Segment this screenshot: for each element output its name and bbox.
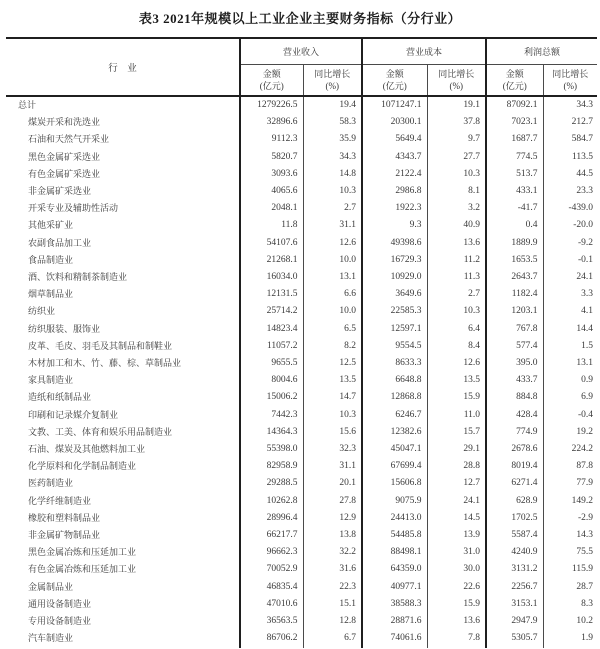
- value-cell: 24413.0: [362, 510, 427, 527]
- value-cell: 8633.3: [362, 355, 427, 372]
- industry-cell: 其他采矿业: [28, 220, 74, 231]
- table-row: [6, 166, 597, 183]
- table-row: [6, 630, 597, 647]
- value-cell: 1203.1: [486, 303, 543, 320]
- value-cell: 6.7: [303, 630, 362, 647]
- table-header: [6, 38, 597, 96]
- value-cell: 44.5: [543, 166, 597, 183]
- table-row: [6, 286, 597, 303]
- subheader-profit-amount: [486, 65, 543, 97]
- value-cell: 12597.1: [362, 321, 427, 338]
- value-cell: 31.1: [303, 217, 362, 234]
- value-cell: 11.3: [427, 269, 486, 286]
- financial-indicators-table: [6, 37, 597, 648]
- value-cell: -0.1: [543, 252, 597, 269]
- table-row: [6, 149, 597, 166]
- industry-cell: 家具制造业: [28, 375, 74, 386]
- value-cell: 13.5: [303, 372, 362, 389]
- value-cell: 38588.3: [362, 596, 427, 613]
- industry-cell: 纺织业: [28, 306, 56, 317]
- industry-cell: 有色金属矿采选业: [28, 168, 101, 179]
- subheader-label: 同比增长: [552, 69, 589, 79]
- value-cell: 74061.6: [362, 630, 427, 647]
- value-cell: 13.5: [427, 372, 486, 389]
- subheader-profit-growth: [543, 65, 597, 97]
- value-cell: 10.3: [427, 303, 486, 320]
- value-cell: 28.8: [427, 458, 486, 475]
- value-cell: 513.7: [486, 166, 543, 183]
- value-cell: 3131.2: [486, 561, 543, 578]
- industry-cell: 农副食品加工业: [28, 237, 92, 248]
- value-cell: 12.6: [427, 355, 486, 372]
- table-row: [6, 475, 597, 492]
- value-cell: 2986.8: [362, 183, 427, 200]
- industry-cell: 橡胶和塑料制品业: [28, 512, 101, 523]
- table-row: [6, 131, 597, 148]
- industry-cell: 金属制品业: [28, 581, 74, 592]
- industry-cell: 食品制造业: [28, 254, 74, 265]
- value-cell: 87.8: [543, 458, 597, 475]
- value-cell: 4.1: [543, 303, 597, 320]
- industry-cell: 开采专业及辅助性活动: [28, 203, 119, 214]
- value-cell: 55398.0: [240, 441, 303, 458]
- value-cell: 884.8: [486, 389, 543, 406]
- value-cell: 0.4: [486, 217, 543, 234]
- subheader-label: 同比增长: [438, 69, 475, 79]
- industry-cell: 文教、工美、体育和娱乐用品制造业: [28, 426, 173, 437]
- value-cell: 77.9: [543, 475, 597, 492]
- value-cell: 16034.0: [240, 269, 303, 286]
- value-cell: 35.9: [303, 131, 362, 148]
- value-cell: 22.3: [303, 579, 362, 596]
- industry-cell: 造纸和纸制品业: [28, 392, 92, 403]
- value-cell: 47010.6: [240, 596, 303, 613]
- table-row: [6, 200, 597, 217]
- value-cell: 5820.7: [240, 149, 303, 166]
- value-cell: 22585.3: [362, 303, 427, 320]
- value-cell: 82958.9: [240, 458, 303, 475]
- value-cell: 36563.5: [240, 613, 303, 630]
- table-row: [6, 527, 597, 544]
- group-header-total-profit: 利润总额: [486, 38, 597, 65]
- value-cell: 14364.3: [240, 424, 303, 441]
- value-cell: 9655.5: [240, 355, 303, 372]
- value-cell: -0.4: [543, 407, 597, 424]
- value-cell: 3093.6: [240, 166, 303, 183]
- value-cell: 774.9: [486, 424, 543, 441]
- subheader-revenue-growth: [303, 65, 362, 97]
- value-cell: -2.9: [543, 510, 597, 527]
- value-cell: 12.6: [303, 235, 362, 252]
- value-cell: 30.0: [427, 561, 486, 578]
- value-cell: 12.7: [427, 475, 486, 492]
- value-cell: 10.3: [427, 166, 486, 183]
- value-cell: 15606.8: [362, 475, 427, 492]
- industry-cell: 石油和天然气开采业: [28, 134, 110, 145]
- industry-cell: 化学原料和化学制品制造业: [28, 461, 137, 472]
- industry-cell: 煤炭开采和洗选业: [28, 117, 101, 128]
- value-cell: 12.8: [303, 613, 362, 630]
- value-cell: 67699.4: [362, 458, 427, 475]
- table-row: [6, 355, 597, 372]
- value-cell: 8.2: [303, 338, 362, 355]
- value-cell: 7.8: [427, 630, 486, 647]
- value-cell: -41.7: [486, 200, 543, 217]
- table-row: [6, 217, 597, 234]
- industry-cell: 非金属矿物制品业: [28, 530, 101, 541]
- value-cell: 8004.6: [240, 372, 303, 389]
- industry-cell: 酒、饮料和精制茶制造业: [28, 272, 128, 283]
- value-cell: 6271.4: [486, 475, 543, 492]
- value-cell: 8.1: [427, 183, 486, 200]
- value-cell: 1889.9: [486, 235, 543, 252]
- value-cell: 6.6: [303, 286, 362, 303]
- value-cell: 1182.4: [486, 286, 543, 303]
- value-cell: 9.7: [427, 131, 486, 148]
- value-cell: 29288.5: [240, 475, 303, 492]
- value-cell: 10.0: [303, 303, 362, 320]
- value-cell: 96662.3: [240, 544, 303, 561]
- industry-cell: 化学纤维制造业: [28, 495, 92, 506]
- value-cell: 19.1: [427, 96, 486, 114]
- value-cell: 66217.7: [240, 527, 303, 544]
- value-cell: 27.8: [303, 493, 362, 510]
- group-header-row: [6, 38, 597, 65]
- value-cell: 75.5: [543, 544, 597, 561]
- value-cell: 20.1: [303, 475, 362, 492]
- value-cell: 34.3: [543, 96, 597, 114]
- value-cell: 14.4: [543, 321, 597, 338]
- value-cell: 4240.9: [486, 544, 543, 561]
- value-cell: 11057.2: [240, 338, 303, 355]
- value-cell: 1071247.1: [362, 96, 427, 114]
- value-cell: 628.9: [486, 493, 543, 510]
- table-row: [6, 269, 597, 286]
- value-cell: 115.9: [543, 561, 597, 578]
- value-cell: 58.3: [303, 114, 362, 131]
- value-cell: 4343.7: [362, 149, 427, 166]
- value-cell: 2256.7: [486, 579, 543, 596]
- subheader-cost-amount: [362, 65, 427, 97]
- value-cell: 13.6: [427, 235, 486, 252]
- value-cell: 767.8: [486, 321, 543, 338]
- value-cell: 2.7: [303, 200, 362, 217]
- subheader-revenue-amount: [240, 65, 303, 97]
- value-cell: 7023.1: [486, 114, 543, 131]
- value-cell: 20300.1: [362, 114, 427, 131]
- value-cell: 11.2: [427, 252, 486, 269]
- value-cell: 13.1: [543, 355, 597, 372]
- value-cell: 3.3: [543, 286, 597, 303]
- table-row: [6, 321, 597, 338]
- value-cell: 54107.6: [240, 235, 303, 252]
- subheader-unit: (%): [563, 81, 578, 91]
- value-cell: 15.9: [427, 389, 486, 406]
- table-row: [6, 183, 597, 200]
- subheader-unit: (%): [449, 81, 464, 91]
- value-cell: 224.2: [543, 441, 597, 458]
- industry-cell: 黑色金属矿采选业: [28, 151, 101, 162]
- value-cell: 1.5: [543, 338, 597, 355]
- value-cell: 774.5: [486, 149, 543, 166]
- industry-cell: 汽车制造业: [28, 633, 74, 644]
- subheader-cost-growth: [427, 65, 486, 97]
- group-header-operating-cost: 营业成本: [362, 38, 486, 65]
- value-cell: 1279226.5: [240, 96, 303, 114]
- value-cell: 15.9: [427, 596, 486, 613]
- industry-cell: 皮革、毛皮、羽毛及其制品和制鞋业: [28, 340, 173, 351]
- value-cell: 2678.6: [486, 441, 543, 458]
- industry-cell: 总计: [18, 100, 37, 110]
- group-header-operating-revenue: 营业收入: [240, 38, 362, 65]
- value-cell: 31.6: [303, 561, 362, 578]
- table-row: [6, 544, 597, 561]
- value-cell: 10.0: [303, 252, 362, 269]
- value-cell: 22.6: [427, 579, 486, 596]
- industry-cell: 纺织服装、服饰业: [28, 323, 101, 334]
- table-row: [6, 96, 597, 114]
- subheader-unit: (亿元): [382, 81, 407, 91]
- value-cell: 12.9: [303, 510, 362, 527]
- value-cell: 3.2: [427, 200, 486, 217]
- table-row: [6, 235, 597, 252]
- value-cell: 2048.1: [240, 200, 303, 217]
- table-row: [6, 458, 597, 475]
- value-cell: 32.2: [303, 544, 362, 561]
- value-cell: 34.3: [303, 149, 362, 166]
- value-cell: 1653.5: [486, 252, 543, 269]
- page-title: 表3 2021年规模以上工业企业主要财务指标（分行业）: [138, 11, 462, 26]
- table-row: [6, 579, 597, 596]
- value-cell: 12131.5: [240, 286, 303, 303]
- value-cell: 37.8: [427, 114, 486, 131]
- value-cell: 40977.1: [362, 579, 427, 596]
- value-cell: 2643.7: [486, 269, 543, 286]
- value-cell: 12868.8: [362, 389, 427, 406]
- value-cell: 8.4: [427, 338, 486, 355]
- industry-cell: 石油、煤炭及其他燃料加工业: [28, 444, 146, 455]
- table-row: [6, 441, 597, 458]
- value-cell: 19.4: [303, 96, 362, 114]
- value-cell: 1702.5: [486, 510, 543, 527]
- value-cell: 10929.0: [362, 269, 427, 286]
- value-cell: 13.8: [303, 527, 362, 544]
- table-body: [6, 96, 597, 648]
- value-cell: 19.2: [543, 424, 597, 441]
- value-cell: 28996.4: [240, 510, 303, 527]
- subheader-unit: (亿元): [502, 81, 527, 91]
- value-cell: 6648.8: [362, 372, 427, 389]
- value-cell: 31.0: [427, 544, 486, 561]
- value-cell: 28871.6: [362, 613, 427, 630]
- value-cell: 6246.7: [362, 407, 427, 424]
- value-cell: 10.3: [303, 407, 362, 424]
- value-cell: 428.4: [486, 407, 543, 424]
- value-cell: 16729.3: [362, 252, 427, 269]
- subheader-label: 金额: [505, 69, 524, 79]
- value-cell: 64359.0: [362, 561, 427, 578]
- value-cell: 70052.9: [240, 561, 303, 578]
- value-cell: 4065.6: [240, 183, 303, 200]
- value-cell: 15.6: [303, 424, 362, 441]
- industry-cell: 有色金属冶炼和压延加工业: [28, 564, 137, 575]
- table-row: [6, 114, 597, 131]
- value-cell: 5587.4: [486, 527, 543, 544]
- industry-cell: 医药制造业: [28, 478, 74, 489]
- value-cell: 584.7: [543, 131, 597, 148]
- value-cell: 15.1: [303, 596, 362, 613]
- value-cell: 13.1: [303, 269, 362, 286]
- value-cell: -439.0: [543, 200, 597, 217]
- value-cell: 14823.4: [240, 321, 303, 338]
- table-row: [6, 493, 597, 510]
- value-cell: 25714.2: [240, 303, 303, 320]
- value-cell: 9075.9: [362, 493, 427, 510]
- table-row: [6, 303, 597, 320]
- table-row: [6, 389, 597, 406]
- value-cell: 23.3: [543, 183, 597, 200]
- table-row: [6, 252, 597, 269]
- value-cell: 27.7: [427, 149, 486, 166]
- subheader-label: 同比增长: [314, 69, 351, 79]
- value-cell: 5305.7: [486, 630, 543, 647]
- table-row: [6, 561, 597, 578]
- table-row: [6, 424, 597, 441]
- subheader-unit: (亿元): [259, 81, 284, 91]
- value-cell: 395.0: [486, 355, 543, 372]
- table-row: [6, 372, 597, 389]
- table-row: [6, 613, 597, 630]
- value-cell: 88498.1: [362, 544, 427, 561]
- industry-column-header: 行 业: [6, 38, 240, 96]
- value-cell: 14.5: [427, 510, 486, 527]
- value-cell: 212.7: [543, 114, 597, 131]
- value-cell: 2947.9: [486, 613, 543, 630]
- value-cell: 28.7: [543, 579, 597, 596]
- industry-cell: 烟草制品业: [28, 289, 74, 300]
- value-cell: 9554.5: [362, 338, 427, 355]
- value-cell: 32896.6: [240, 114, 303, 131]
- value-cell: 3649.6: [362, 286, 427, 303]
- value-cell: 2122.4: [362, 166, 427, 183]
- value-cell: 12382.6: [362, 424, 427, 441]
- value-cell: 9112.3: [240, 131, 303, 148]
- value-cell: -20.0: [543, 217, 597, 234]
- value-cell: 11.8: [240, 217, 303, 234]
- value-cell: 7442.3: [240, 407, 303, 424]
- value-cell: 15.7: [427, 424, 486, 441]
- value-cell: 45047.1: [362, 441, 427, 458]
- table-row: [6, 510, 597, 527]
- table-row: [6, 407, 597, 424]
- value-cell: 13.9: [427, 527, 486, 544]
- value-cell: 2.7: [427, 286, 486, 303]
- value-cell: 10.3: [303, 183, 362, 200]
- industry-cell: 专用设备制造业: [28, 616, 92, 627]
- value-cell: 29.1: [427, 441, 486, 458]
- table-row: [6, 596, 597, 613]
- value-cell: 46835.4: [240, 579, 303, 596]
- value-cell: 113.5: [543, 149, 597, 166]
- value-cell: 86706.2: [240, 630, 303, 647]
- table-row: [6, 338, 597, 355]
- value-cell: 433.7: [486, 372, 543, 389]
- value-cell: 32.3: [303, 441, 362, 458]
- value-cell: 12.5: [303, 355, 362, 372]
- value-cell: 10262.8: [240, 493, 303, 510]
- value-cell: 9.3: [362, 217, 427, 234]
- subheader-label: 金额: [385, 69, 404, 79]
- value-cell: 8019.4: [486, 458, 543, 475]
- subheader-label: 金额: [262, 69, 281, 79]
- subheader-unit: (%): [325, 81, 339, 91]
- value-cell: 1.9: [543, 630, 597, 647]
- industry-cell: 黑色金属冶炼和压延加工业: [28, 547, 137, 558]
- value-cell: 6.4: [427, 321, 486, 338]
- value-cell: 24.1: [427, 493, 486, 510]
- value-cell: 14.7: [303, 389, 362, 406]
- value-cell: 31.1: [303, 458, 362, 475]
- value-cell: 6.9: [543, 389, 597, 406]
- value-cell: 433.1: [486, 183, 543, 200]
- value-cell: 21268.1: [240, 252, 303, 269]
- value-cell: -9.2: [543, 235, 597, 252]
- value-cell: 1687.7: [486, 131, 543, 148]
- industry-cell: 印刷和记录媒介复制业: [28, 409, 119, 420]
- value-cell: 11.0: [427, 407, 486, 424]
- industry-cell: 木材加工和木、竹、藤、棕、草制品业: [28, 358, 182, 369]
- value-cell: 15006.2: [240, 389, 303, 406]
- value-cell: 1922.3: [362, 200, 427, 217]
- value-cell: 54485.8: [362, 527, 427, 544]
- value-cell: 5649.4: [362, 131, 427, 148]
- industry-cell: 非金属矿采选业: [28, 186, 92, 197]
- value-cell: 0.9: [543, 372, 597, 389]
- value-cell: 6.5: [303, 321, 362, 338]
- value-cell: 10.2: [543, 613, 597, 630]
- value-cell: 49398.6: [362, 235, 427, 252]
- value-cell: 13.6: [427, 613, 486, 630]
- value-cell: 577.4: [486, 338, 543, 355]
- value-cell: 24.1: [543, 269, 597, 286]
- value-cell: 8.3: [543, 596, 597, 613]
- value-cell: 14.8: [303, 166, 362, 183]
- value-cell: 3153.1: [486, 596, 543, 613]
- value-cell: 149.2: [543, 493, 597, 510]
- industry-cell: 通用设备制造业: [28, 598, 92, 609]
- value-cell: 40.9: [427, 217, 486, 234]
- value-cell: 14.3: [543, 527, 597, 544]
- value-cell: 87092.1: [486, 96, 543, 114]
